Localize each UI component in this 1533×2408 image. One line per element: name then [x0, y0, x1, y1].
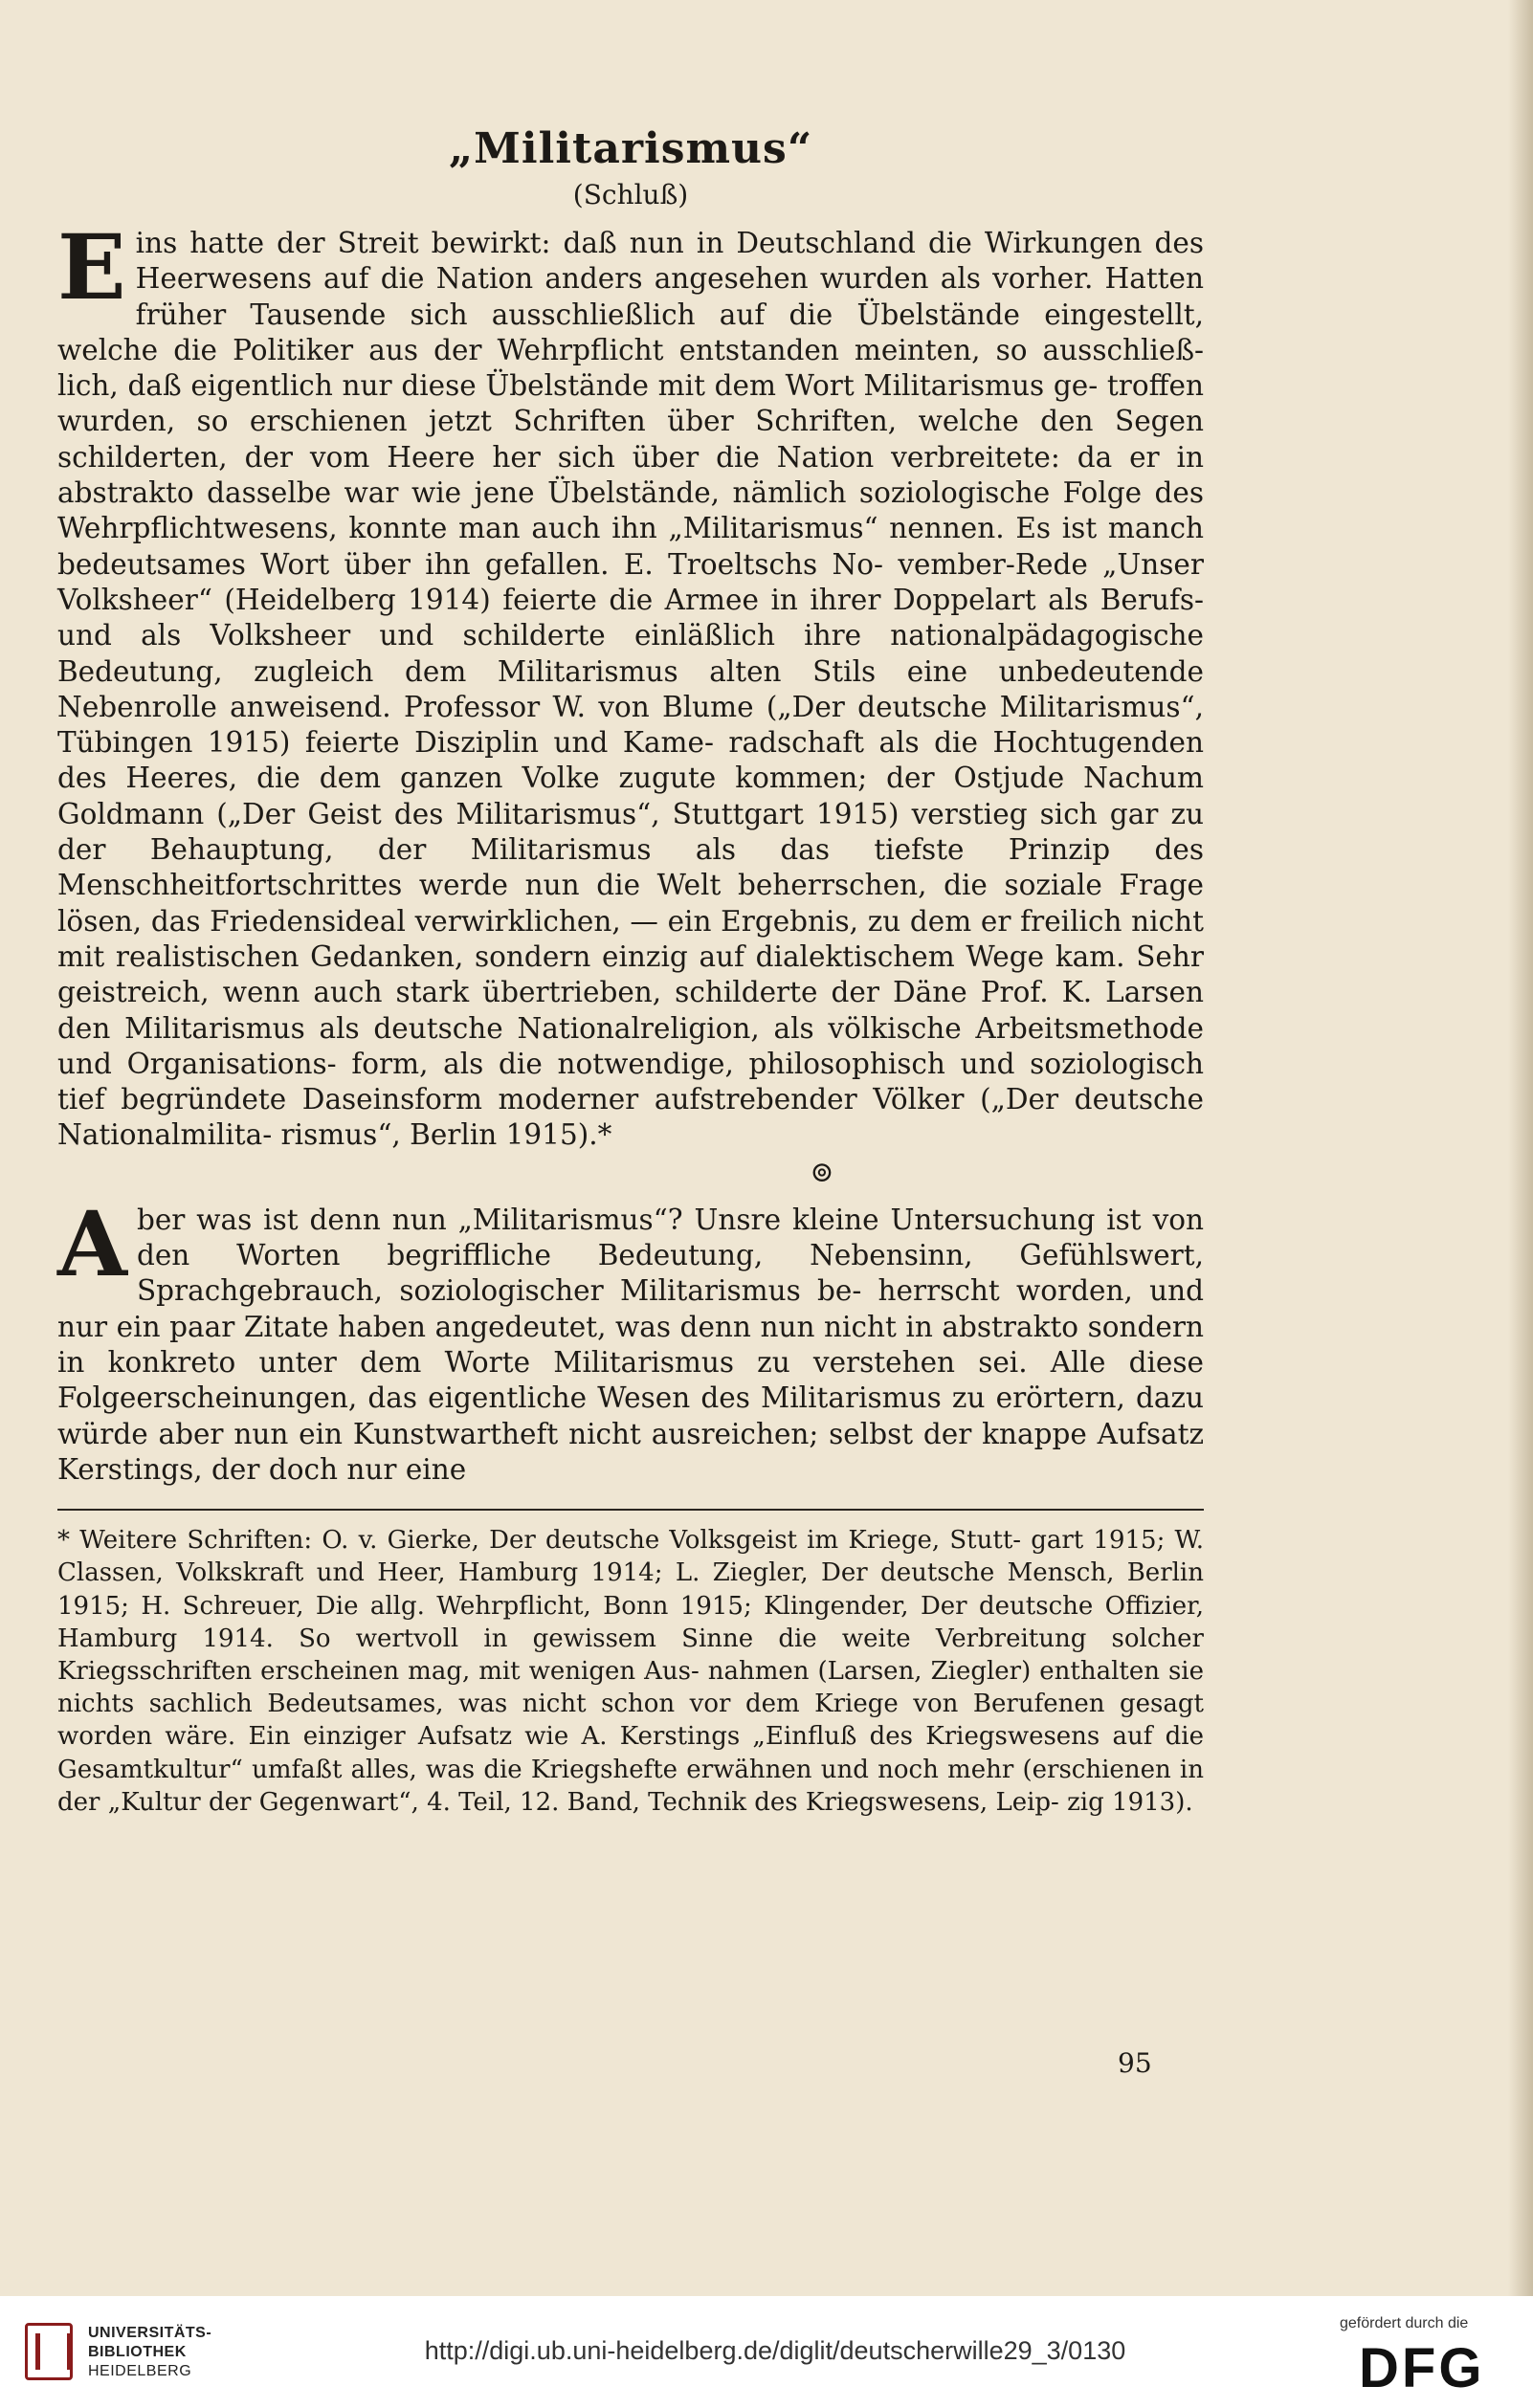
page-edge-shadow: [1508, 0, 1533, 2296]
paragraph-1: [57, 215, 1204, 1154]
dropcap-1: E: [57, 215, 126, 320]
logo-text-line-3: HEIDELBERG: [88, 2363, 192, 2379]
logo-text-line-1: UNIVERSITÄTS-: [88, 2325, 212, 2341]
permalink-url[interactable]: http://digi.ub.uni-heidelberg.de/diglit/deutscherwille29_3/0130: [424, 2336, 1126, 2365]
viewer-footer: [0, 2296, 1533, 2408]
footnote: * Weitere Schriften: O. v. Gierke, Der deutsche Volksgeist im Kriege, Stutt- gart 1915; W. Classen, Volkskraft und Heer, Hamburg 1914; L. Ziegler, Der deutsche Mensch, Berlin 1915; H. Schreuer, Die allg. Wehrpflicht, Bonn 1915; Klingender, Der deutsche Offizier, Hamburg 1914. So wertvoll in gewissem Sinne die weite Verbreitung solcher Kriegsschriften erscheinen mag, mit wenigen Aus- nahmen (Larsen, Ziegler) enthalten sie nichts sachlich Bedeutsames, was nicht schon vor dem Kriege von Berufenen gesagt worden wäre. Ein einziger Aufsatz wie A. Kerstings „Einfluß des Kriegswesens auf die Gesamtkultur“ umfaßt alles, was die Kriegshefte erwähnen und noch mehr (erschienen in der „Kultur der Gegenwart“, 4. Teil, 12. Band, Technik des Kriegswesens, Leip- zig 1913).: [57, 1526, 1204, 1817]
paragraph-2: [57, 1191, 1204, 1488]
article-subtitle: (Schluß): [572, 179, 689, 210]
logo-text-line-2: BIBLIOTHEK: [88, 2344, 187, 2360]
dfg-caption: gefördert durch die: [1340, 2315, 1469, 2331]
dropcap-2: A: [57, 1191, 127, 1297]
paragraph-1-text: ins hatte der Streit bewirkt: daß nun in Deutschland die Wirkungen des Heerwesens auf die Nation anders angesehen wurden als vorher. Hatten früher Tausende sich ausschließlich auf die Übelstände eingestellt, welche die Politiker aus der Wehrpflicht entstanden meinten, so ausschließ- lich, daß eigentlich nur diese Übelstände mit dem Wort Militarismus ge- troffen wurden, so erschienen jetzt Schriften über Schriften, welche den Segen schilderten, der vom Heere her sich über die Nation verbreitete: da er in abstrakto dasselbe war wie jene Übelstände, nämlich soziologische Folge des Wehrpflichtwesens, konnte man auch ihn „Militarismus“ nennen. Es ist manch bedeutsames Wort über ihn gefallen. E. Troeltschs No- vember-Rede „Unser Volksheer“ (Heidelberg 1914) feierte die Armee in ihrer Doppelart als Berufs- und als Volksheer und schilderte einläßlich ihre nationalpädagogische Bedeutung, zugleich dem Militarismus alten Stils eine unbedeutende Nebenrolle anweisend. Professor W. von Blume („Der deutsche Militarismus“, Tübingen 1915) feierte Disziplin und Kame- radschaft als die Hochtugenden des Heeres, die dem ganzen Volke zugute kommen; der Ostjude Nachum Goldmann („Der Geist des Militarismus“, Stuttgart 1915) verstieg sich gar zu der Behauptung, der Militarismus als das tiefste Prinzip des Menschheitfortschrittes werde nun die Welt beherrschen, die soziale Frage lösen, das Friedensideal verwirklichen, — ein Ergebnis, zu dem er freilich nicht mit realistischen Gedanken, sondern einzig auf dialektischem Wege kam. Sehr geistreich, wenn auch stark übertrieben, schilderte der Däne Prof. K. Larsen den Militarismus als deutsche Nationalreligion, als völkische Arbeitsmethode und Organisations- form, als die notwendige, philosophisch und soziologisch tief begründete Daseinsform moderner aufstrebender Völker („Der deutsche Nationalmilita- rismus“, Berlin 1915).*: [57, 227, 1204, 1152]
article-body: [57, 124, 1204, 1819]
section-ornament: ⊚: [810, 1155, 834, 1189]
dfg-logo: DFG: [1359, 2337, 1485, 2399]
paragraph-2-text: ber was ist denn nun „Militarismus“? Unsre kleine Untersuchung ist von den Worten begriffliche Bedeutung, Nebensinn, Gefühlswert, Sprachgebrauch, soziologischer Militarismus be- herrscht worden, und nur ein paar Zitate haben angedeutet, was denn nun nicht in abstrakto sondern in konkreto unter dem Worte Militarismus zu verstehen sei. Alle diese Folgeerscheinungen, das eigentliche Wesen des Militarismus zu erörtern, dazu würde aber nun ein Kunstwartheft nicht ausreichen; selbst der knappe Aufsatz Kerstings, der doch nur eine: [57, 1203, 1204, 1486]
university-library-logo-icon: [25, 2323, 73, 2380]
page-number: 95: [1118, 2047, 1152, 2079]
footnote-divider: [57, 1509, 1204, 1511]
article-title: „Militarismus“: [448, 124, 813, 173]
